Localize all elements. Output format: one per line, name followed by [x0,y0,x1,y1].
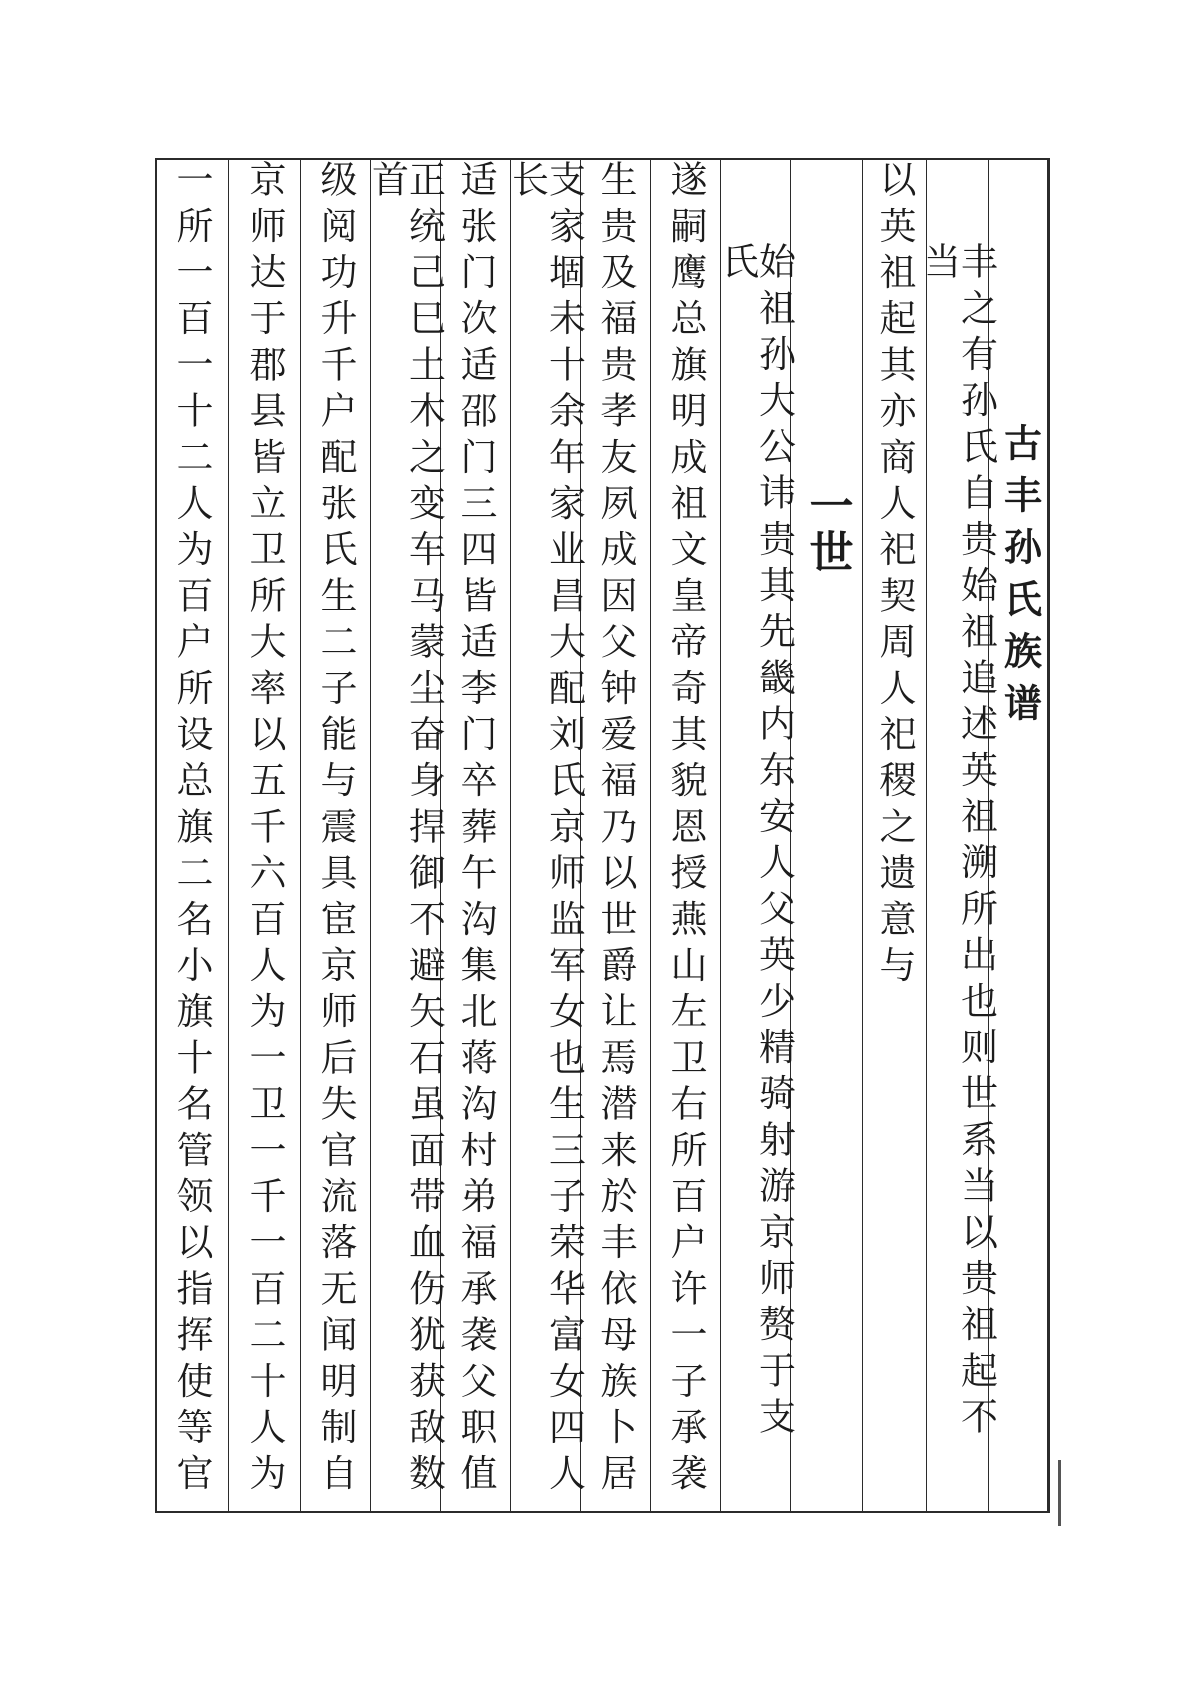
body-column [365,158,446,1513]
genealogy-line: 遂嗣鹰总旗明成祖文皇帝奇其貌恩授燕山左卫右所百户许一子承袭 [664,160,707,1500]
body-column [715,158,796,1513]
body-column [505,158,586,1513]
genealogy-line: 正统己巳土木之变车马蒙尘奋身捍御不避矢石虽面带血伤犹获敌数首 [365,160,446,1500]
document-title: 古丰孙氏族谱 [997,423,1043,735]
preface-line: 丰之有孙氏自贵始祖追述英祖溯所出也则世系当以贵祖起不当 [917,242,998,1444]
genealogy-line: 支家堌未十余年家业昌大配刘氏京师监军女也生三子荣华富女四人长 [505,160,586,1500]
preface-column [862,158,926,1513]
binding-edge-mark [1058,1460,1061,1526]
genealogy-line: 始祖孙大公讳贵其先畿内东安人父英少精骑射游京师赘于支氏 [715,242,796,1444]
body-column [650,158,720,1513]
genealogy-line: 级阅功升千户配张氏生二子能与震具宦京师后失官流落无闻明制自 [314,160,357,1500]
body-column [228,158,300,1513]
preface-line: 以英祖起其亦商人祀契周人祀稷之遗意与 [873,160,916,992]
body-column [440,158,510,1513]
body-column [155,158,228,1513]
preface-column [917,158,998,1513]
genealogy-line: 适张门次适邵门三四皆适李门卒葬午沟集北蒋沟村弟福承袭父职值 [454,160,497,1500]
generation-heading: 一世 [801,483,853,575]
genealogy-line: 一所一百一十二人为百户所设总旗二名小旗十名管领以指挥使等官 [170,160,213,1500]
body-column [580,158,650,1513]
genealogy-line: 生贵及福贵孝友夙成因父钟爱福乃以世爵让焉潜来於丰依母族卜居 [594,160,637,1500]
generation-column [790,158,862,1513]
genealogy-line: 京师达于郡县皆立卫所大率以五千六百人为一卫一千一百二十人为 [243,160,286,1500]
body-column [300,158,370,1513]
